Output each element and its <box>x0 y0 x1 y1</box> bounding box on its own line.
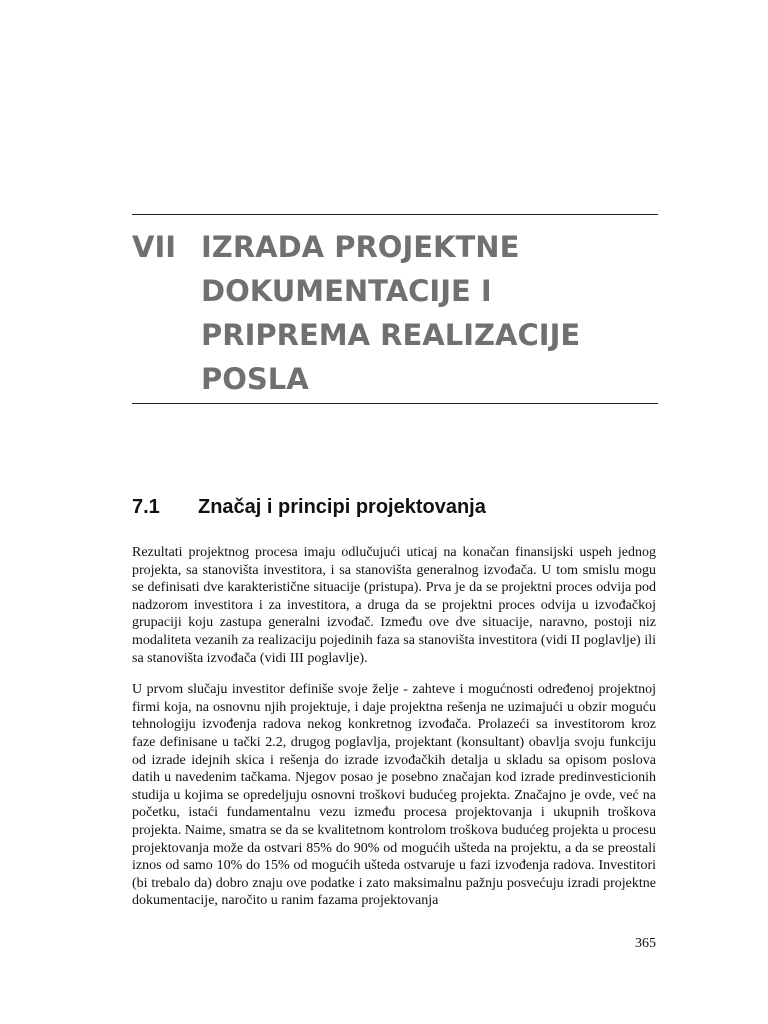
paragraph: U prvom slučaju investitor definiše svoje želje - zahteve i mogućnosti određenoj projektnoj firmi koja, na osnovnu njih projektuje, i daje projektna rešenja ne uzimajući u obzir moguću tehnologiju izvođenja radova nekog konkretnog izvođača. Prolazeći sa investitorom kroz faze definisane u tački 2.2, drugog poglavlja, projektant (konsultant) obavlja svoju funkciju od izrade idejnih skica i rešenja do izrade izvođačkih detalja u skladu sa opisom poslova datih u navedenim tačkama. Njegov posao je posebno značajan kod izrade predinvesticionih studija u kojima se opredeljuju osnovni troškovi budućeg projekta. Značajno je ovde, već na početku, istaći fundamentalnu vezu između procesa projektovanja i ukupnih troškova projekta. Naime, smatra se da se kvalitetnom kontrolom troškova budućeg projekta u procesu projektovanja može da ostvari 85% do 90% od mogućih ušteda na projektu, a da se preostali iznos od samo 10% do 15% od mogućih ušteda ostvaruje u fazi izvođenja radova. Investitori (bi trebalo da) dobro znaju ove podatke i zato maksimalnu pažnju posvećuju izradi projektne dokumentacije, naročito u ranim fazama projektovanja <box>132 682 656 909</box>
section-number: 7.1 <box>132 496 160 518</box>
chapter-title-line: PRIPREMA REALIZACIJE <box>201 318 581 352</box>
body-text <box>132 544 656 924</box>
chapter-number: VII <box>132 230 177 264</box>
chapter-header <box>132 214 658 404</box>
section-heading <box>132 496 486 519</box>
chapter-title-lines <box>201 225 658 401</box>
chapter-title-line: DOKUMENTACIJE I <box>201 274 492 308</box>
chapter-title-line: POSLA <box>201 362 309 396</box>
page-number: 365 <box>635 936 656 951</box>
chapter-bottom-rule <box>132 403 658 404</box>
chapter-title-line: IZRADA PROJEKTNE <box>201 230 520 264</box>
paragraph: Rezultati projektnog procesa imaju odlučujući uticaj na konačan finansijski uspeh jednog projekta, sa stanovišta investitora, i sa stanovišta generalnog izvođača. U tom smislu mogu se definisati dve karakteristične situacije (pristupa). Prva je da se projektni proces odvija pod nadzorom investitora i za investitora, a druga da se projektni proces odvija u izvođačkoj grupaciji koju zastupa generalni izvođač. Između ove dve situacije, naravno, postoji niz modaliteta vezanih za realizaciju pojedinih faza sa stanovišta investitora (vidi II poglavlje) ili sa stanovišta izvođača (vidi III poglavlje). <box>132 545 656 666</box>
chapter-title <box>132 215 658 403</box>
section-title: Značaj i principi projektovanja <box>198 496 486 518</box>
